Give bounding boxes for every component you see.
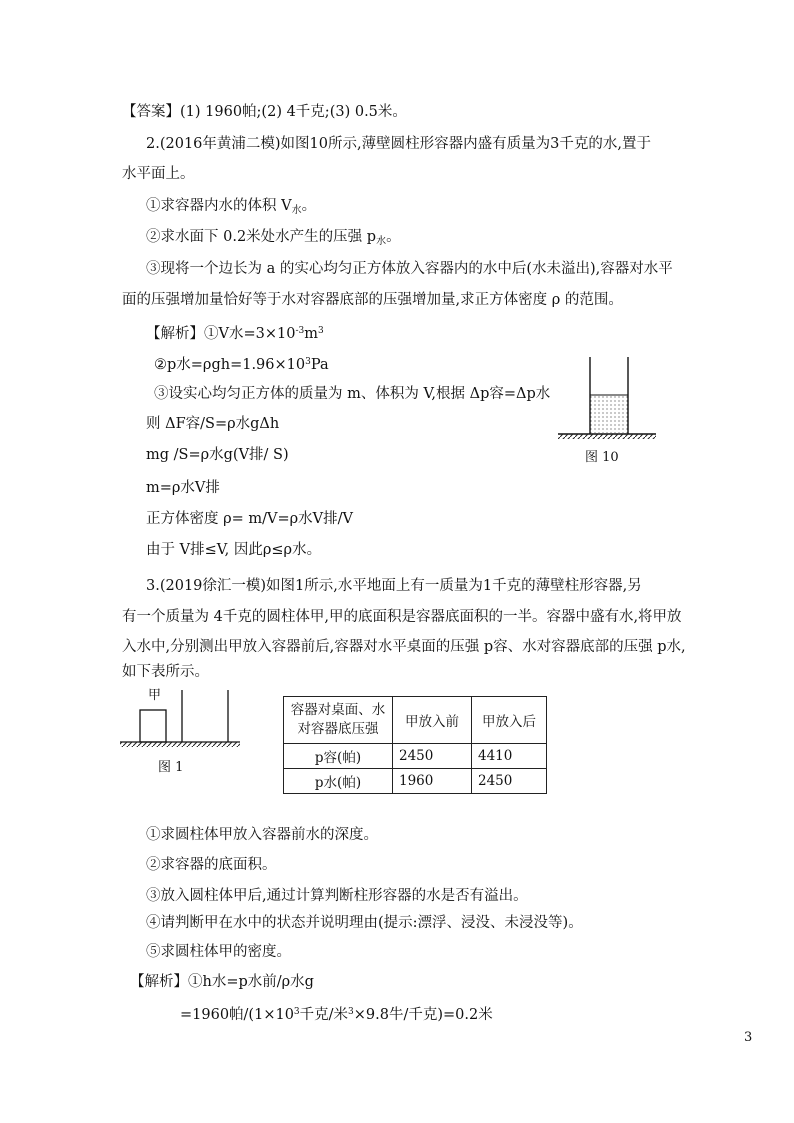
table-header-cell: 甲放入前 [393, 697, 472, 744]
q2-part1: ①求容器内水的体积 $V_水$。 [146, 198, 317, 216]
answer-text: (1) 1960帕;(2) 4千克;(3) 0.5米。 [180, 104, 407, 120]
q2-intro-line1: 2.(2016年黄浦二模)如图10所示,薄壁圆柱形容器内盛有质量为3千克的水,置于 [146, 136, 651, 152]
analysis2-line7: 正方体密度 ρ= m/V=ρ水V排/V [146, 511, 353, 527]
analysis2-line3: ③设实心均匀正方体的质量为 m、体积为 V,根据 Δp容=Δp水 [154, 386, 551, 402]
analysis2-line8: 由于 V排≤V, 因此ρ≤ρ水。 [146, 542, 322, 558]
page-number: 3 [744, 1030, 753, 1045]
q2-part3-line1: ③现将一个边长为 a 的实心均匀正方体放入容器内的水中后(水未溢出),容器对水平 [146, 261, 673, 277]
q3-part1: ①求圆柱体甲放入容器前水的深度。 [146, 827, 378, 843]
q3-intro-line3: 入水中,分别测出甲放入容器前后,容器对水平桌面的压强 p容、水对容器底部的压强 p水, [122, 639, 686, 655]
answer-line [122, 102, 407, 122]
q3-intro-line4: 如下表所示。 [122, 664, 209, 680]
q3-intro-line1: 3.(2019徐汇一模)如图1所示,水平地面上有一质量为1千克的薄壁柱形容器,另 [146, 578, 642, 594]
analysis3-label: 【解析】 [130, 974, 188, 990]
analysis2-line5: mg /S=ρ水g(V排/ S) [146, 447, 289, 463]
table-cell: 1960 [393, 769, 472, 794]
table-cell-label: p容(帕) [284, 744, 393, 769]
q2-intro-line2: 水平面上。 [122, 166, 195, 182]
q2-part2: ②求水面下 0.2米处水产生的压强 $p_水$。 [146, 229, 401, 247]
figure-10-caption: 图 10 [585, 450, 619, 465]
q3-intro-line2: 有一个质量为 4千克的圆柱体甲,甲的底面积是容器底面积的一半。容器中盛有水,将甲放 [122, 609, 682, 625]
q2-part3-line2: 面的压强增加量恰好等于水对容器底部的压强增加量,求正方体密度 ρ 的范围。 [122, 292, 623, 308]
table-header-cell: 甲放入后 [472, 697, 547, 744]
analysis2-line2: ②p水$=\rho gh=1.96\times 10^3Pa$ [154, 357, 329, 373]
table-cell: 2450 [393, 744, 472, 769]
q3-part2: ②求容器的底面积。 [146, 857, 277, 873]
analysis3-line2: =1960帕$/(1\times 10^3$千克/米$^3$×9.8牛/千克)=0.2米 [180, 1007, 493, 1023]
table-header-cell: 容器对桌面、水 对容器底压强 [284, 697, 393, 744]
figure-1-diagram [118, 686, 248, 752]
analysis2-line4: 则 ΔF容/S=ρ水gΔh [146, 416, 280, 432]
cylinder-jia [140, 710, 166, 742]
table-row [284, 769, 547, 794]
q3-part5: ⑤求圆柱体甲的密度。 [146, 944, 291, 960]
table-cell-label: p水(帕) [284, 769, 393, 794]
figure-1-caption: 图 1 [158, 760, 184, 775]
analysis3-line1: 【解析】①h水=p水前/ρ水g [130, 974, 314, 990]
water-fill [590, 395, 628, 433]
table-row [284, 744, 547, 769]
analysis2-label: 【解析】 [146, 326, 204, 342]
table-cell: 4410 [472, 744, 547, 769]
table-header-row [284, 697, 547, 744]
q3-part4: ④请判断甲在水中的状态并说明理由(提示:漂浮、浸没、未浸没等)。 [146, 915, 583, 931]
answer-label: 【答案】 [122, 104, 180, 120]
figure-10-container-diagram [550, 352, 660, 442]
table-cell: 2450 [472, 769, 547, 794]
pressure-table [283, 696, 547, 794]
q3-part3: ③放入圆柱体甲后,通过计算判断柱形容器的水是否有溢出。 [146, 888, 528, 904]
analysis2-line1: 【解析】①V水$=3\times 10^{-3}m^3$ [146, 326, 324, 342]
ground-hatch [558, 434, 656, 439]
ground-hatch [120, 742, 240, 747]
analysis2-line6: m=ρ水V排 [146, 480, 220, 496]
figure-1-jia-label: 甲 [148, 688, 162, 703]
